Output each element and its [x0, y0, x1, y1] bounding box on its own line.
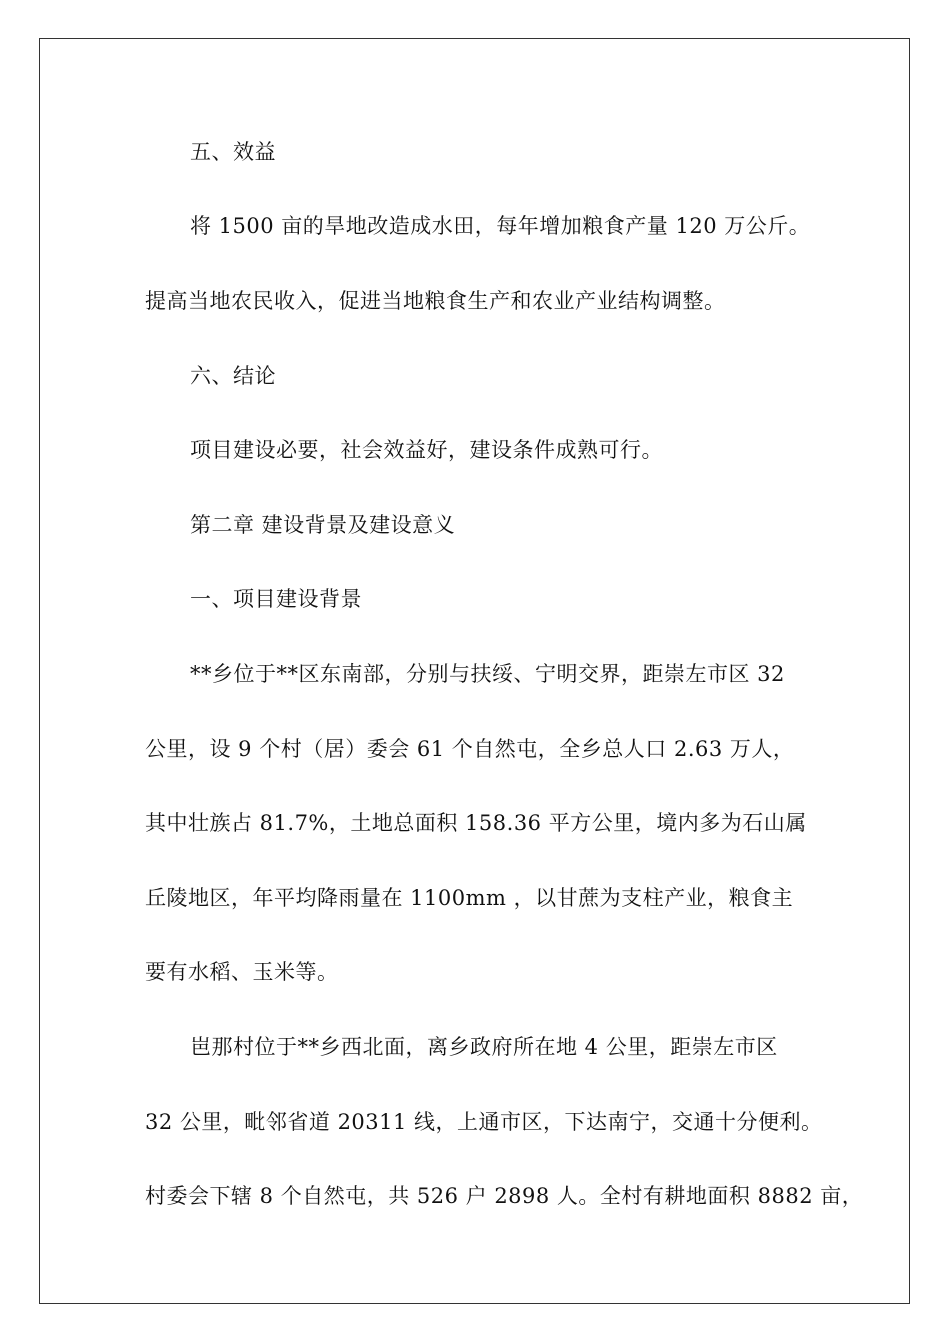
- paragraph-line: 要有水稻、玉米等。: [145, 960, 339, 984]
- paragraph-line: 32 公里，毗邻省道 20311 线，上通市区，下达南宁，交通十分便利。: [145, 1110, 823, 1134]
- section-heading-background: 一、项目建设背景: [190, 587, 362, 611]
- paragraph-line: 丘陵地区，年平均降雨量在 1100mm ，以甘蔗为支柱产业，粮食主: [145, 886, 794, 910]
- paragraph-line: 提高当地农民收入，促进当地粮食生产和农业产业结构调整。: [145, 289, 726, 313]
- section-heading-benefits: 五、效益: [190, 140, 276, 164]
- section-heading-conclusion: 六、结论: [190, 364, 276, 388]
- paragraph-line: 将 1500 亩的旱地改造成水田，每年增加粮食产量 120 万公斤。: [190, 214, 811, 238]
- paragraph-line: 项目建设必要，社会效益好，建设条件成熟可行。: [190, 438, 663, 462]
- chapter-heading: 第二章 建设背景及建设意义: [190, 513, 456, 537]
- paragraph-line: 公里，设 9 个村（居）委会 61 个自然屯，全乡总人口 2.63 万人，: [145, 737, 795, 761]
- paragraph-line: 村委会下辖 8 个自然屯，共 526 户 2898 人。全村有耕地面积 8882 亩，: [145, 1184, 864, 1208]
- paragraph-line: 岜那村位于**乡西北面，离乡政府所在地 4 公里，距崇左市区: [190, 1035, 778, 1059]
- paragraph-line: 其中壮族占 81.7%，土地总面积 158.36 平方公里，境内多为石山属: [145, 811, 807, 835]
- paragraph-line: **乡位于**区东南部，分别与扶绥、宁明交界，距崇左市区 32: [190, 662, 785, 686]
